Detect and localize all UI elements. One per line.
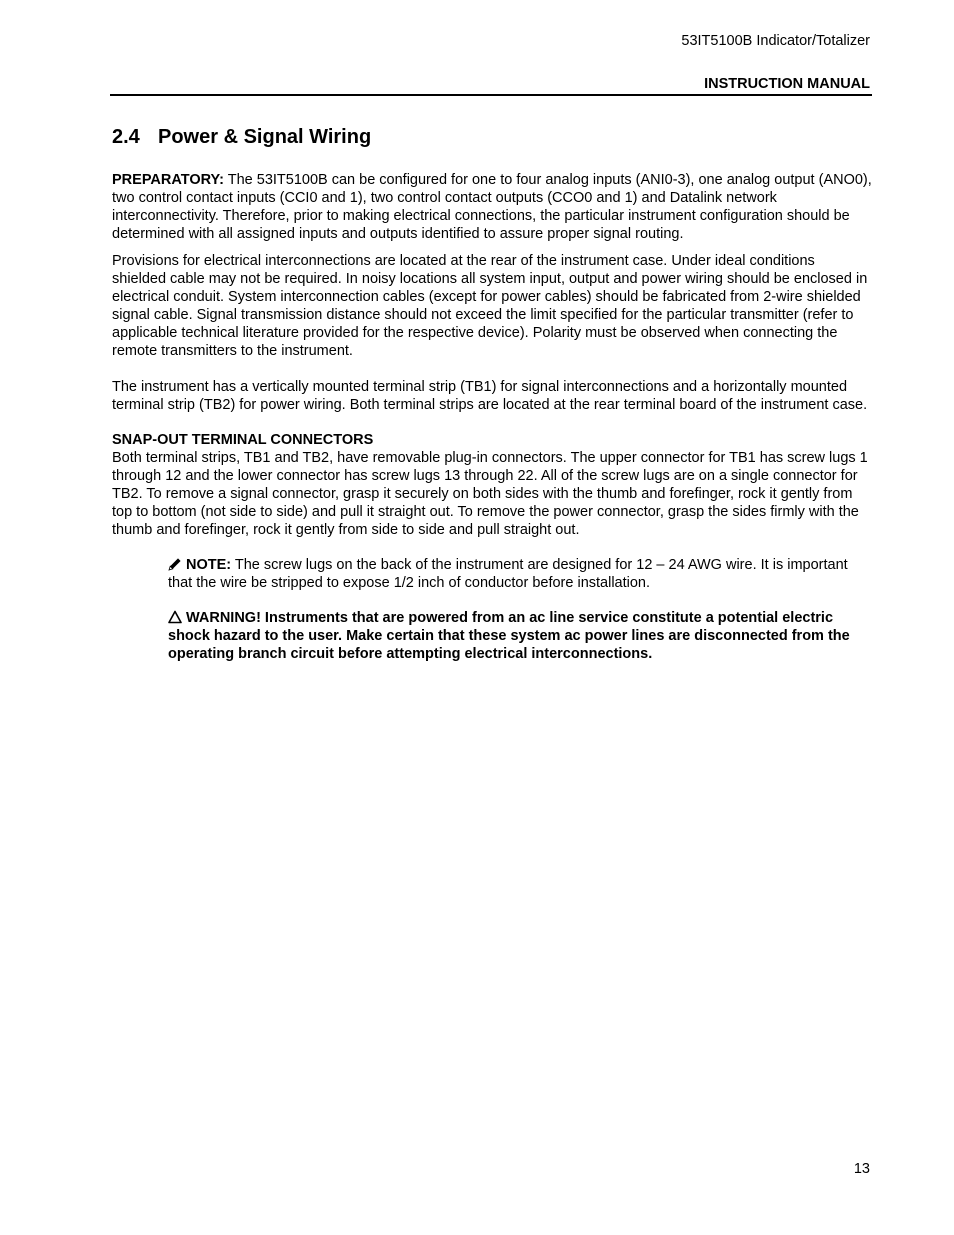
page-number: 13 [853,1161,870,1177]
header-rule [110,94,872,96]
note-block [168,556,872,592]
body-content [112,171,872,663]
pencil-icon [168,557,182,571]
snap-out-heading: SNAP-OUT TERMINAL CONNECTORS [112,432,374,448]
paragraph-preparatory [112,171,872,243]
preparatory-text: The 53IT5100B can be configured for one to four analog inputs (ANI0-3), one analog output (ANO0), two control contact inputs (CCI0 and 1), two control contact outputs (CCO0 and 1) and Datalink network interconnectivity. Therefore, prior to making electrical connections, the particular instrument configuration should be determined with all assigned inputs and outputs identified to assure proper signal routing. [112,172,872,242]
note-label: NOTE: [186,557,232,573]
warning-text: WARNING! Instruments that are powered from an ac line service constitute a potential electric shock hazard to the user. Make certain that these system ac power lines are disconnected from the operating branch circuit before attempting electrical interconnections. [168,610,850,662]
paragraph-terminal-strips: The instrument has a vertically mounted terminal strip (TB1) for signal interconnections and a horizontally mounted terminal strip (TB2) for power wiring. Both terminal strips are located at the rear terminal board of the instrument case. [112,379,868,413]
section-heading [112,124,371,150]
paragraph-provisions: Provisions for electrical interconnections are located at the rear of the instrument case. Under ideal conditions shielded cable may not be required. In noisy locations all system input, output and power wiring should be enclosed in electrical conduit. System interconnection cables (except for power cables) should be fabricated from 2-wire shielded signal cable. Signal transmission distance should not exceed the limit specified for the particular transmitter (refer to applicable technical literature provided for the respective device). Polarity must be observed when connecting the remote transmitters to the instrument. [112,253,868,359]
note-text: The screw lugs on the back of the instrument are designed for 12 – 24 AWG wire. It is important that the wire be stripped to expose 1/2 inch of conductor before installation. [168,557,848,591]
warning-block [168,609,872,663]
preparatory-label: PREPARATORY: [112,172,224,188]
header-title: 53IT5100B Indicator/Totalizer [681,33,870,49]
snap-out-text: Both terminal strips, TB1 and TB2, have removable plug-in connectors. The upper connector for TB1 has screw lugs 1 through 12 and the lower connector has screw lugs 13 through 22. All of the screw lugs are on a single connector for TB2. To remove a signal connector, grasp it securely on both sides with the thumb and forefinger, rock it gently from top to bottom (not side to side) and pull it straight out. To remove the power connector, grasp the sides firmly with the thumb and forefinger, rock it gently from side to side and pull straight out. [112,450,868,538]
section-title: Power & Signal Wiring [158,126,372,148]
warning-triangle-icon [168,610,182,624]
header-subtitle: INSTRUCTION MANUAL [704,76,870,92]
section-number: 2.4 [112,126,140,148]
